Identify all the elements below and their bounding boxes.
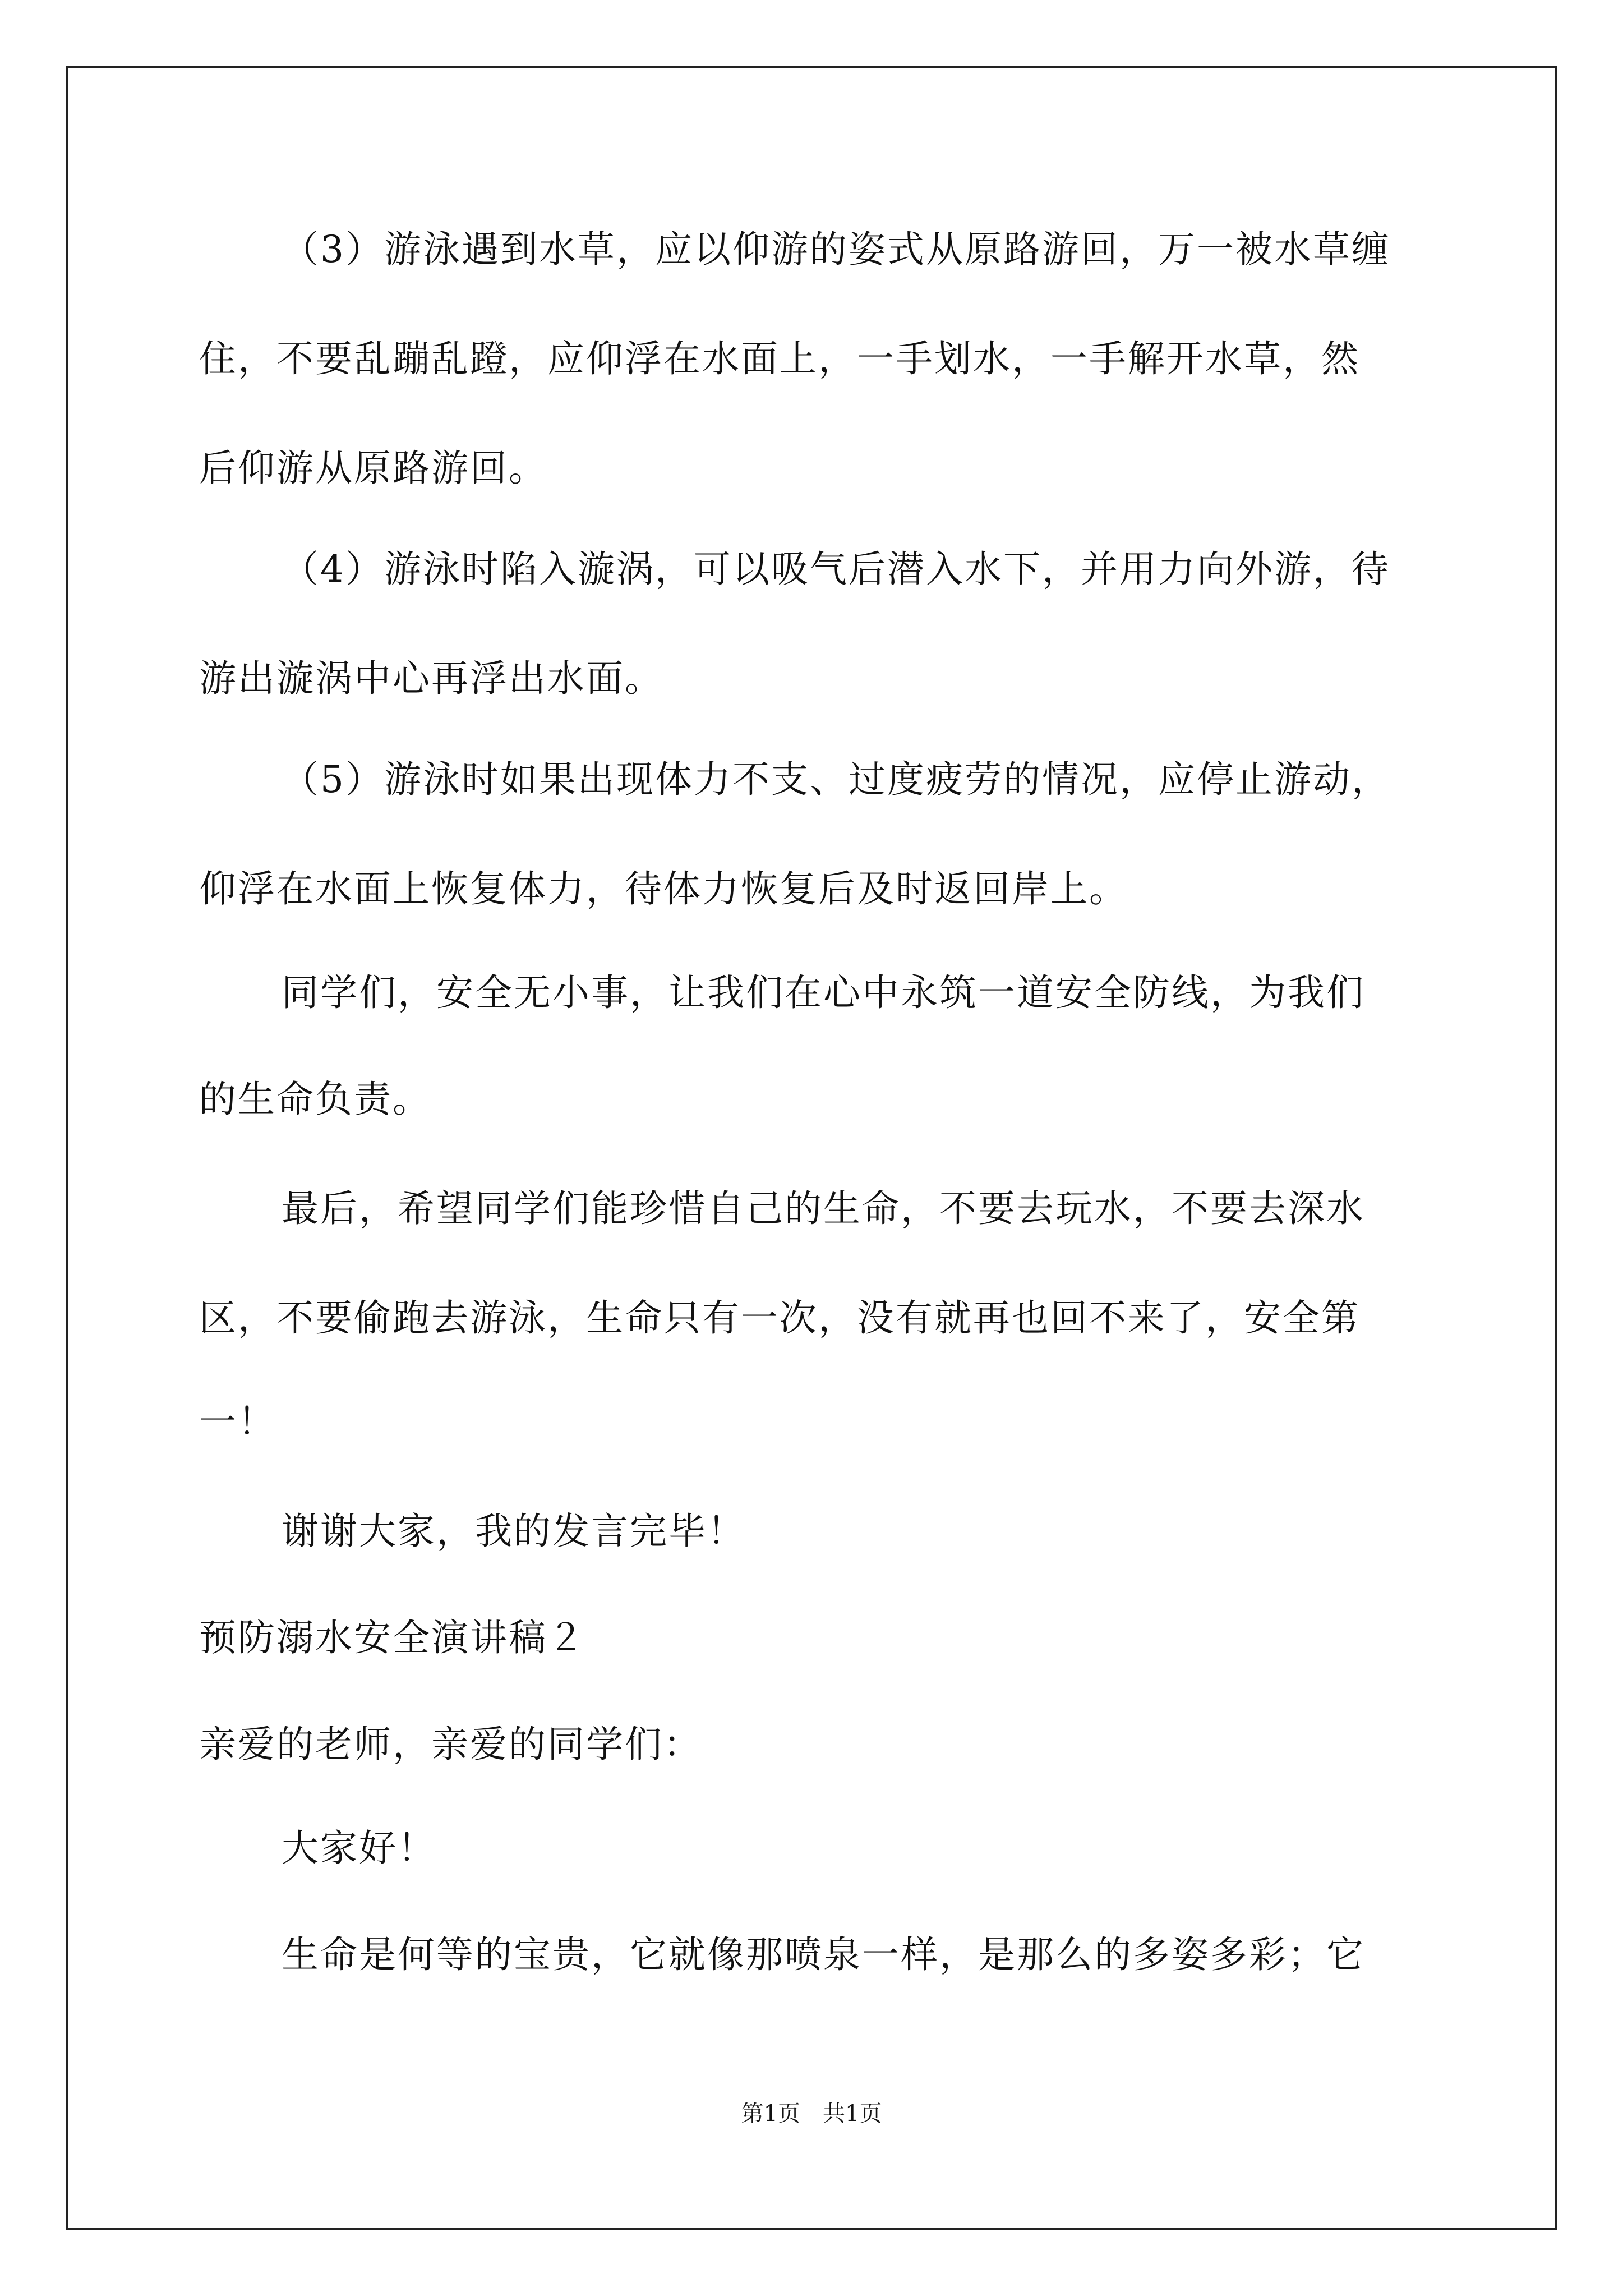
- paragraph-line: 最后，希望同学们能珍惜自己的生命，不要去玩水，不要去深水: [282, 1187, 1365, 1230]
- paragraph-line: （3）游泳遇到水草，应以仰游的姿式从原路游回，万一被水草缠: [282, 228, 1390, 271]
- salutation-line: 亲爱的老师，亲爱的同学们：: [199, 1723, 702, 1766]
- paragraph-line: 仰浮在水面上恢复体力，待体力恢复后及时返回岸上。: [199, 867, 1128, 910]
- paragraph-line: 一！: [199, 1400, 276, 1443]
- page-number-footer: 第1页 共1页: [741, 2101, 882, 2127]
- paragraph-line: 后仰游从原路游回。: [199, 447, 547, 490]
- section-title: 预防溺水安全演讲稿２: [199, 1616, 586, 1659]
- page-frame: [66, 66, 1557, 2230]
- paragraph-line: 游出漩涡中心再浮出水面。: [199, 657, 663, 700]
- paragraph-line: 住，不要乱蹦乱蹬，应仰浮在水面上，一手划水，一手解开水草，然: [199, 337, 1360, 380]
- paragraph-line: （4）游泳时陷入漩涡，可以吸气后潜入水下，并用力向外游，待: [282, 547, 1390, 591]
- paragraph-line: （5）游泳时如果出现体力不支、过度疲劳的情况，应停止游动，: [282, 758, 1390, 801]
- paragraph-line: 谢谢大家，我的发言完毕！: [282, 1510, 746, 1553]
- paragraph-line: 同学们，安全无小事，让我们在心中永筑一道安全防线，为我们: [282, 971, 1365, 1014]
- paragraph-line: 生命是何等的宝贵，它就像那喷泉一样，是那么的多姿多彩；它: [282, 1933, 1365, 1976]
- paragraph-line: 的生命负责。: [199, 1078, 431, 1121]
- paragraph-line: 区，不要偷跑去游泳，生命只有一次，没有就再也回不来了，安全第: [199, 1296, 1360, 1340]
- greeting-line: 大家好！: [282, 1826, 436, 1870]
